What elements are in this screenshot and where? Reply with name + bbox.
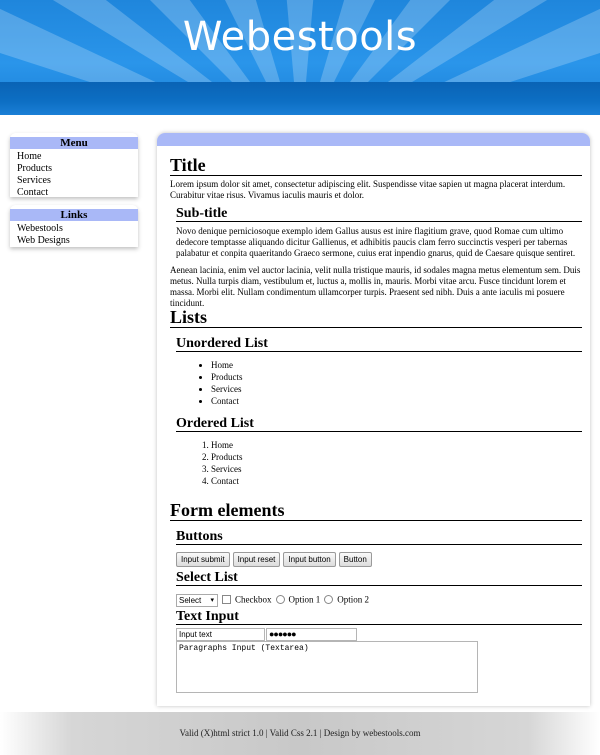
radio-option-2-label: Option 2 [337, 594, 370, 605]
input-button[interactable]: Input button [283, 552, 335, 567]
sidebar-menu-title: Menu [10, 137, 138, 149]
dropdown-arrow-icon: ▾ [210, 597, 214, 604]
text-input[interactable]: Input text [176, 628, 265, 641]
unordered-list-heading: Unordered List [176, 336, 582, 352]
main-topbar [157, 133, 590, 146]
buttons-heading: Buttons [176, 529, 582, 545]
list-item: • Contact [211, 395, 582, 407]
site-header [0, 0, 600, 115]
sidebar-menu-list [10, 149, 138, 203]
lists-heading: Lists [170, 307, 582, 328]
list-item: 2. Products [211, 451, 582, 463]
sidebar-item-products[interactable]: Products [17, 163, 52, 174]
sidebar-link-web-designs[interactable]: Web Designs [17, 235, 70, 246]
list-item: • Products [211, 371, 582, 383]
ordered-list [176, 439, 582, 487]
sidebar-links-list [10, 221, 138, 251]
subtitle-heading: Sub-title [176, 206, 582, 222]
radio-option-1[interactable] [276, 595, 285, 604]
select-value: Select [179, 596, 202, 605]
site-title[interactable]: Webestools [182, 14, 418, 60]
site-footer [0, 712, 600, 755]
unordered-list [176, 359, 582, 407]
sidebar-item-home[interactable]: Home [17, 151, 42, 162]
sidebar-link-webestools[interactable]: Webestools [17, 223, 63, 234]
sidebar-menu-box [10, 133, 138, 197]
text-input-heading: Text Input [176, 609, 582, 625]
checkbox-label: Checkbox [235, 594, 272, 605]
list-item: 4. Contact [211, 475, 582, 487]
list-item: • Home [211, 359, 582, 371]
footer-text: Valid (X)html strict 1.0 | Valid Css 2.1 | Design by webestools.com [179, 728, 421, 738]
sidebar-item-services[interactable]: Services [17, 175, 51, 186]
list-item: 3. Services [211, 463, 582, 475]
page-title: Title [170, 155, 582, 176]
subtitle-paragraph: Novo denique perniciosoque exemplo idem Gallus ausus est inire flagitium grave, quod Romae cum ultimo dedecore temptasse aliquando dicitur Gallienus, et adhibitis paucis clam ferro succinctis vesperi per tabernas palabatur et conpita quaeritando Graeco sermone, cuius erat inpendio gnarus, quid de Caesare quisque sentiret. [176, 226, 576, 258]
header-band [0, 82, 600, 115]
password-input[interactable]: ●●●●●● [266, 628, 357, 641]
select-list-heading: Select List [176, 570, 582, 586]
button[interactable]: Button [339, 552, 372, 567]
list-item: • Services [211, 383, 582, 395]
form-elements-heading: Form elements [170, 500, 582, 521]
sidebar-links-box [10, 205, 138, 247]
select-dropdown[interactable] [176, 594, 218, 607]
radio-option-2[interactable] [324, 595, 333, 604]
input-submit-button[interactable]: Input submit [176, 552, 230, 567]
radio-option-1-label: Option 1 [288, 594, 321, 605]
sidebar-links-title: Links [10, 209, 138, 221]
main-content [157, 133, 590, 706]
ordered-list-heading: Ordered List [176, 416, 582, 432]
intro-paragraph: Lorem ipsum dolor sit amet, consectetur adipiscing elit. Suspendisse vitae sapien ut magna placerat interdum. Curabitur vitae risus. Vivamus iaculis mauris et dolor. [170, 179, 566, 200]
checkbox[interactable] [222, 595, 231, 604]
sidebar-item-contact[interactable]: Contact [17, 187, 49, 198]
input-reset-button[interactable]: Input reset [233, 552, 281, 567]
list-item: 1. Home [211, 439, 582, 451]
textarea-input[interactable]: Paragraphs Input (Textarea) [176, 641, 478, 693]
second-paragraph: Aenean lacinia, enim vel auctor lacinia, velit nulla tristique mauris, id sodales magna metus elementum sem. Duis metus. Nulla turpis diam, vestibulum et, luctus a, mollis in, mauris. Morbi vitae arcu. Fusce tincidunt lorem et massa. Morbi elit. Nullam condimentum ullamcorper turpis. Praesent sed nibh. Duis a ante iaculis mi posuere tincidunt. [170, 265, 581, 308]
